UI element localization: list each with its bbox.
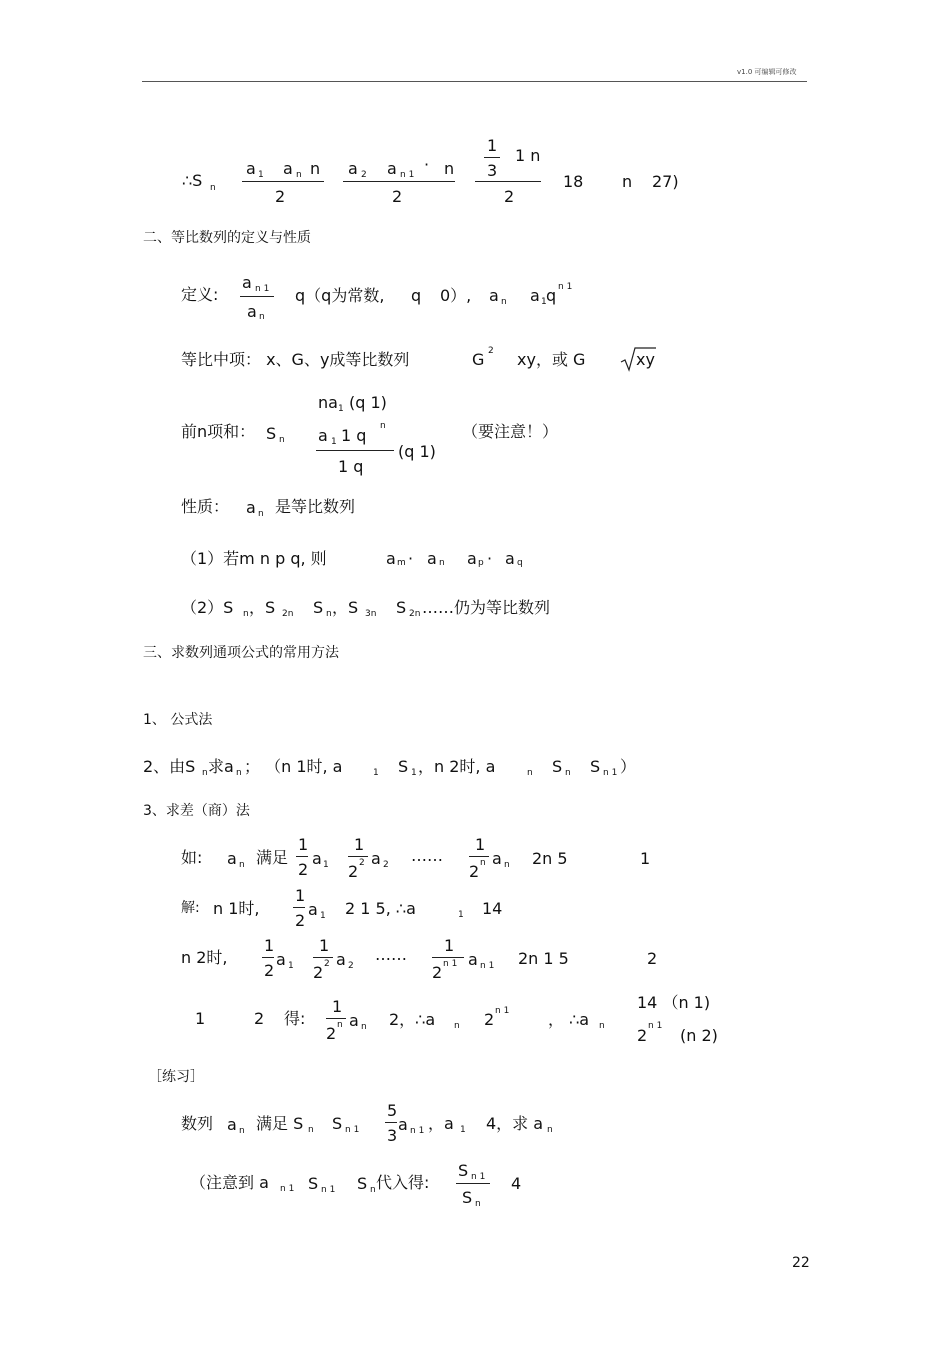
ex3-a1-sub: 1 [288, 961, 294, 971]
method-1: 1、 公式法 [143, 712, 213, 728]
def-q: q [411, 286, 422, 305]
page-number: 22 [792, 1255, 810, 1271]
prop-an-sub: n [258, 509, 264, 519]
ex1-f3-num: 1 [475, 835, 486, 854]
m2-an-sub: n [527, 768, 533, 778]
ex4-exp: n 1 [495, 1006, 510, 1016]
f2-an-sub: n 1 [400, 170, 415, 180]
m2-sn1-sub: n 1 [603, 768, 618, 778]
ex4-f-bar [326, 1018, 346, 1019]
def-a1-sub: 1 [541, 297, 547, 307]
pr1-sn-sub: n [308, 1125, 314, 1135]
ps-case1-sub: 1 [338, 404, 344, 414]
ex1-dots: …… [411, 846, 443, 865]
ex4-de: 得: [284, 1009, 306, 1028]
ex1-a2-sub: 2 [383, 860, 389, 870]
m2-sub2: n [236, 768, 242, 778]
pr2-den: S [462, 1188, 473, 1207]
ex3-an1-sub: n 1 [480, 961, 495, 971]
prop1-dot2: · [487, 549, 493, 568]
tail-27: 27) [652, 172, 679, 191]
pr1-a1-sub: 1 [460, 1125, 466, 1135]
ex3-f3-den-sup: n 1 [443, 959, 458, 969]
pr1-f-den: 3 [387, 1126, 398, 1145]
ex3-a2: a [336, 950, 346, 969]
def-num: a [242, 273, 252, 292]
ps-den: 1 q [338, 457, 364, 476]
ex4-an: a [349, 1011, 359, 1030]
ps-num-a-sub: 1 [331, 437, 337, 447]
prop1: （1）若m n p q, 则 [181, 549, 327, 568]
ps-label: 前n项和： [181, 422, 256, 441]
prop2-2n-sub2: 2n [409, 609, 421, 619]
f1-an-sub: n [296, 170, 302, 180]
ex1-tail: 2n 5 [532, 849, 568, 868]
ex4-mid-sub: n [454, 1021, 460, 1031]
ex3-tail: 2n 1 5 [518, 949, 569, 968]
ex4-an-sub2: n [599, 1021, 605, 1031]
pr2-sn: S [357, 1174, 368, 1193]
ex3-eqnum: 2 [647, 949, 658, 968]
ex3-f3-num: 1 [444, 936, 455, 955]
ex1-text: 满足 [256, 848, 289, 867]
ex4-an-sub: n [361, 1022, 367, 1032]
m2-close: ） [620, 757, 637, 776]
ex1-a1: a [312, 849, 322, 868]
ex2-tail-sub: 1 [458, 910, 464, 920]
pr2-text: 代入得: [376, 1173, 430, 1192]
ex2-f-den: 2 [295, 911, 306, 930]
pr1-an1-sub: n 1 [410, 1126, 425, 1136]
ex3-f2-den-sup: 2 [324, 959, 330, 969]
ex2-val: 14 [482, 899, 503, 918]
ex4-1: 1 [195, 1009, 206, 1028]
f2-den: 2 [392, 187, 403, 206]
ex1-f2-num: 1 [354, 835, 365, 854]
m2-s1-sub: 1 [411, 768, 417, 778]
ex2-f-num: 1 [295, 886, 306, 905]
ex1-f2-den-sup: 2 [359, 858, 365, 868]
ex2-a1-sub: 1 [320, 911, 326, 921]
mid-xy: xy，或 G [517, 350, 586, 369]
ex3-f2-num: 1 [319, 936, 330, 955]
ps-S: S [266, 424, 277, 443]
f1-bar [242, 181, 324, 182]
ps-case2-cond: (q 1) [398, 442, 436, 461]
def-den: a [247, 302, 257, 321]
ex3-f1-bar [262, 957, 274, 958]
ex1-an2: a [492, 849, 502, 868]
def-zero: 0）, [440, 286, 472, 305]
pr2-val: 4 [511, 1174, 522, 1193]
def-an-sub: n [501, 297, 507, 307]
ex1-label: 如: [181, 848, 203, 867]
ex2-text: n 1时, [213, 899, 260, 918]
ex3-a1: a [276, 950, 286, 969]
prop-text: 是等比数列 [275, 497, 356, 516]
ps-case1: na [318, 393, 338, 412]
m2-mid: 求a [208, 757, 234, 776]
f2-a: a [348, 159, 358, 178]
def-den-sub: n [259, 312, 265, 322]
ex3-f3-bar [432, 957, 464, 958]
ex2-a1: a [308, 900, 318, 919]
pr1-rest2: 4，求 a [486, 1114, 544, 1133]
mid-text: 等比中项： x、G、y成等比数列 [181, 350, 410, 369]
ex1-f1-bar [296, 856, 308, 857]
prop1-am-sub: m [397, 558, 406, 568]
f2-a-sub: 2 [361, 170, 367, 180]
m2-rest2: ，n 2时, a [418, 757, 496, 776]
pr2-sn-sub: n [370, 1185, 376, 1195]
ex1-f3-bar [469, 856, 489, 857]
def-text1: q（q为常数, [295, 286, 385, 305]
prop-an: a [246, 498, 256, 517]
ex4-f-den: 2 [326, 1024, 337, 1043]
section3-title: 三、求数列通项公式的常用方法 [143, 645, 339, 661]
f2-n: n [444, 159, 455, 178]
tail-18: 18 [563, 172, 584, 191]
prop2-c2: ，S [332, 598, 359, 617]
m2-pre: 2、由S [143, 757, 196, 776]
prop1-an: a [427, 549, 437, 568]
prop1-ap: a [467, 549, 477, 568]
f1-den: 2 [275, 187, 286, 206]
prop1-dot: · [408, 549, 414, 568]
pr2-num-sub: n 1 [471, 1172, 486, 1182]
mid-G-sup: 2 [488, 346, 494, 356]
ps-note: （要注意！） [462, 422, 559, 441]
f3-inner-bar [484, 157, 500, 158]
ex1-f1-num: 1 [298, 835, 309, 854]
pr2-num: S [458, 1161, 469, 1180]
prop2-tail: ……仍为等比数列 [422, 598, 551, 617]
ps-bar [316, 450, 394, 451]
m2-sub: n [202, 768, 208, 778]
ex1-f2-den: 2 [348, 862, 359, 881]
ex1-f3-den-sup: n [480, 858, 486, 868]
pr1-f-num: 5 [387, 1101, 398, 1120]
ex4-case-bot-2: 2 [637, 1026, 648, 1045]
sum-lhs: ∴S [182, 171, 203, 190]
pr2-s: S [308, 1174, 319, 1193]
ps-case1-cond: (q 1) [349, 393, 387, 412]
ex3-label: n 2时, [181, 948, 228, 967]
def-a1: a [530, 286, 540, 305]
prop-label: 性质： [181, 497, 230, 516]
ex1-an2-sub: n [504, 860, 510, 870]
ex4-case-bot-cond: (n 2) [680, 1026, 718, 1045]
ex3-a2-sub: 2 [348, 961, 354, 971]
ex1-f2-bar [348, 856, 368, 857]
ex3-f2-den: 2 [313, 963, 324, 982]
ex1-an-sub: n [239, 860, 245, 870]
f3-bar [475, 181, 541, 182]
method-3: 3、求差（商）法 [143, 803, 250, 819]
f3-mid: 1 n [515, 146, 541, 165]
ex4-comma: ， ∴a [548, 1010, 590, 1029]
prop2-open: （2）S [181, 598, 234, 617]
def-num-sub: n 1 [255, 284, 270, 294]
ex2-tail: 2 1 5, ∴a [345, 899, 416, 918]
mid-sqrt-xy: xy [636, 350, 655, 369]
f1-n: n [310, 159, 321, 178]
def-exp: n 1 [558, 282, 573, 292]
pr1-an1: a [398, 1115, 408, 1134]
ex1-eqnum: 1 [640, 849, 651, 868]
f3-top-num: 1 [487, 136, 498, 155]
m2-sn: S [552, 757, 563, 776]
f2-an: a [387, 159, 397, 178]
pr1-text: 满足 S [256, 1114, 304, 1133]
m2-rest: ； （n 1时, a [244, 757, 343, 776]
f1-a: a [246, 159, 256, 178]
prop2-sn-sub: n [243, 609, 249, 619]
ex3-dots: …… [375, 945, 407, 964]
ex3-an1: a [468, 950, 478, 969]
f3-den: 2 [504, 187, 515, 206]
def-an: a [489, 286, 499, 305]
ex4-2: 2 [254, 1009, 265, 1028]
ex3-f1-den: 2 [264, 961, 275, 980]
ps-num-a: a [318, 426, 328, 445]
f2-bar [343, 181, 455, 182]
ex4-f-den-sup: n [337, 1020, 343, 1030]
ex1-f3-den: 2 [469, 862, 480, 881]
ex4-2b: 2 [484, 1010, 495, 1029]
prop2-s2: S [313, 598, 324, 617]
pr2-bar [456, 1183, 490, 1184]
prop2-c1: ，S [249, 598, 276, 617]
section2-title: 二、等比数列的定义与性质 [143, 230, 311, 246]
def-label: 定义: [181, 285, 219, 304]
ex3-f2-bar [313, 957, 333, 958]
ex2-f-bar [293, 907, 305, 908]
ex1-a2: a [371, 849, 381, 868]
m2-sn1: S [590, 757, 601, 776]
prop2-2n-sub: 2n [282, 609, 294, 619]
practice-label: ［练习］ [148, 1069, 204, 1085]
ex3-f3-den: 2 [432, 963, 443, 982]
ex1-a1-sub: 1 [323, 860, 329, 870]
m2-sn-sub: n [565, 768, 571, 778]
prop2-n-sub: n [326, 609, 332, 619]
f3-top-den: 3 [487, 161, 498, 180]
prop1-ap-sub: p [478, 558, 484, 568]
f1-a-sub: 1 [258, 170, 264, 180]
pr2-s-sub: n 1 [321, 1185, 336, 1195]
pr2-pre: （注意到 a [190, 1173, 269, 1192]
prop1-aq-sub: q [517, 558, 523, 568]
pr1-an: a [227, 1115, 237, 1134]
pr2-an1-sub: n 1 [280, 1184, 295, 1194]
pr1-end-sub: n [547, 1125, 553, 1135]
header-version: v1.0 可编辑可修改 [737, 68, 797, 76]
ex1-an: a [227, 849, 237, 868]
pr1-sn1: S [332, 1114, 343, 1133]
prop1-aq: a [505, 549, 515, 568]
prop1-an-sub: n [439, 558, 445, 568]
ps-num-sup: n [380, 421, 386, 431]
ps-S-sub: n [279, 435, 285, 445]
pr1-pre: 数列 [181, 1114, 214, 1133]
f1-an: a [283, 159, 293, 178]
tail-n: n [622, 172, 633, 191]
ex2-label: 解: [181, 900, 200, 916]
ex3-f1-num: 1 [264, 936, 275, 955]
f2-dot: · [424, 155, 430, 174]
m2-s1: S [398, 757, 409, 776]
def-q2: q [546, 286, 557, 305]
header-rule [142, 81, 807, 82]
sum-lhs-sub: n [210, 183, 216, 193]
mid-G: G [472, 350, 485, 369]
pr1-sn1-sub: n 1 [345, 1125, 360, 1135]
ex4-case-bot-exp: n 1 [648, 1021, 663, 1031]
pr1-rest: ，a [428, 1114, 454, 1133]
prop2-s3: S [396, 598, 407, 617]
ex1-f1-den: 2 [298, 860, 309, 879]
prop1-am: a [386, 549, 396, 568]
ex4-mid: 2，∴a [389, 1010, 436, 1029]
pr1-f-bar [385, 1122, 397, 1123]
ex4-case-top: 14 （n 1) [637, 993, 711, 1012]
ex4-f-num: 1 [332, 997, 343, 1016]
pr1-an-sub: n [239, 1126, 245, 1136]
def-bar [240, 296, 274, 297]
m2-a1-sub: 1 [373, 768, 379, 778]
prop2-3n-sub: 3n [365, 609, 377, 619]
ps-num-rest: 1 q [341, 426, 367, 445]
pr2-den-sub: n [475, 1199, 481, 1209]
